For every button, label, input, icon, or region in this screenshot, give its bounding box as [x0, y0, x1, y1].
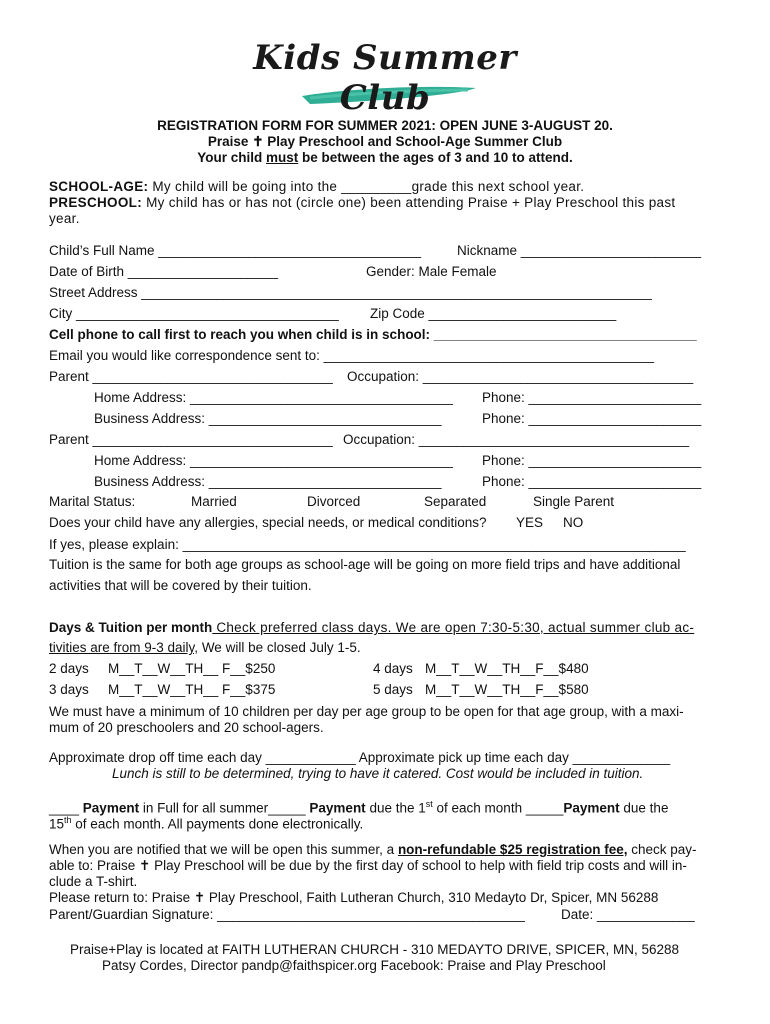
four-days-options[interactable]: M__T__W__TH__F__$480 [425, 661, 589, 676]
age-text-must: must [265, 150, 299, 165]
payment-first-label: Payment [309, 800, 366, 816]
business-address2-field[interactable]: Business Address: _______________________________ [94, 474, 442, 489]
age-text-pre: Your child [197, 150, 266, 165]
allergies-question: Does your child have any allergies, special needs, or medical conditions? [49, 515, 487, 530]
home-phone2-field[interactable]: Phone: _______________________ [482, 453, 702, 468]
tuition-note-2: activities that will be covered by their tuition. [49, 578, 312, 593]
marital-status-label: Marital Status: [49, 494, 136, 509]
notice-text-pre: When you are notified that we will be open this summer, a [49, 842, 398, 857]
minimum-note-2: mum of 20 preschoolers and 20 school-agers. [49, 720, 324, 735]
marital-option-divorced[interactable]: Divorced [307, 494, 361, 509]
business-address1-field[interactable]: Business Address: _______________________________ [94, 411, 442, 426]
footer-contact: Patsy Cordes, Director pandp@faithspicer.org Facebook: Praise and Play Preschool [102, 958, 606, 973]
days-tuition-line-2 [49, 640, 361, 656]
notice-line-1 [49, 842, 697, 858]
footer-location: Praise+Play is located at FAITH LUTHERAN CHURCH - 310 MEDAYTO DRIVE, SPICER, MN, 56288 [70, 942, 680, 957]
dropoff-pickup-field[interactable]: Approximate drop off time each day ____________ Approximate pick up time each day _____________ [49, 750, 671, 765]
logo-text: Kids Summer Club [253, 38, 517, 118]
age-requirement [0, 150, 770, 166]
days-tuition-title: Days & Tuition per month [49, 620, 213, 635]
school-age-text: My child will be going into the _________grade this next school year. [148, 179, 585, 194]
two-days-options[interactable]: M__T__W__TH__ F__$250 [108, 661, 276, 676]
superscript-th: th [64, 815, 72, 825]
notice-line-3: clude a T-shirt. [49, 874, 138, 889]
preschool-text: My child has or has not (circle one) been attending Praise + Play Preschool this past [142, 195, 676, 210]
allergies-no[interactable]: NO [563, 515, 584, 530]
five-days-options[interactable]: M__T__W__TH__F__$580 [425, 682, 589, 697]
gender-field[interactable]: Gender: Male Female [366, 264, 497, 279]
two-days-label: 2 days [49, 661, 89, 676]
days-tuition-heading [49, 620, 694, 636]
closed-dates: We will be closed July 1-5. [198, 640, 361, 655]
payment-fifteenth-text: due the [619, 800, 669, 816]
return-address: Please return to: Praise ✝ Play Preschool, Faith Lutheran Church, 310 Medayto Dr, Spicer, MN 56288 [49, 890, 659, 905]
date-field[interactable]: Date: _____________ [561, 907, 695, 922]
school-age-label: SCHOOL-AGE: [49, 179, 149, 194]
fifteen-number: 15 [49, 816, 65, 832]
full-name-field[interactable]: Child’s Full Name ___________________________________ [49, 243, 422, 258]
street-address-field[interactable]: Street Address ____________________________________________________________________ [49, 285, 652, 300]
zip-field[interactable]: Zip Code _________________________ [370, 306, 617, 321]
days-tuition-note: Check preferred class days. We are open 7:30-5:30, actual summer club ac- [212, 620, 695, 635]
form-title: REGISTRATION FORM FOR SUMMER 2021: OPEN JUNE 3-AUGUST 20. [157, 118, 613, 133]
minimum-note-1: We must have a minimum of 10 children per day per age group to be open for that age group, with a maxi- [49, 704, 684, 719]
home-address2-field[interactable]: Home Address: ___________________________________ [94, 453, 453, 468]
city-field[interactable]: City ___________________________________ [49, 306, 339, 321]
email-field[interactable]: Email you would like correspondence sent to: ____________________________________________ [49, 348, 655, 363]
three-days-label: 3 days [49, 682, 89, 697]
payment-first-post: of each month _____ [432, 800, 564, 816]
home-address1-field[interactable]: Home Address: ___________________________________ [94, 390, 453, 405]
preschool-label: PRESCHOOL: [49, 195, 143, 210]
explain-field[interactable]: If yes, please explain: ___________________________________________________________________ [49, 537, 686, 552]
age-text-post: be between the ages of 3 and 10 to attend. [298, 150, 573, 165]
marital-option-married[interactable]: Married [191, 494, 237, 509]
payment-full-text: in Full for all summer_____ [139, 800, 310, 816]
tuition-note-1: Tuition is the same for both age groups as school-age will be going on more field trips and have additional [49, 557, 681, 572]
notice-line-2: able to: Praise ✝ Play Preschool will be due by the first day of school to help with field trip costs and will in- [49, 858, 687, 873]
business-phone2-field[interactable]: Phone: _______________________ [482, 474, 702, 489]
preschool-line-2: year. [49, 211, 80, 226]
school-age-line [49, 179, 584, 195]
four-days-label: 4 days [373, 661, 413, 676]
occupation2-field[interactable]: Occupation: ____________________________________ [343, 432, 690, 447]
registration-fee: non-refundable $25 registration fee, [397, 842, 628, 857]
activities-hours: tivities are from 9-3 daily, [49, 640, 199, 655]
notice-text-post: check pay- [627, 842, 697, 857]
occupation1-field[interactable]: Occupation: ____________________________________ [347, 369, 694, 384]
home-phone1-field[interactable]: Phone: _______________________ [482, 390, 702, 405]
signature-field[interactable]: Parent/Guardian Signature: _________________________________________ [49, 907, 525, 922]
superscript-st: st [425, 799, 433, 809]
nickname-field[interactable]: Nickname ________________________ [457, 243, 701, 258]
parent1-field[interactable]: Parent ________________________________ [49, 369, 333, 384]
payment-first-text: due the 1 [365, 800, 426, 816]
preschool-line [49, 195, 675, 211]
five-days-label: 5 days [373, 682, 413, 697]
payment-fifteenth-label: Payment [563, 800, 620, 816]
marital-option-separated[interactable]: Separated [424, 494, 487, 509]
kids-summer-club-logo [240, 38, 530, 118]
marital-option-single-parent[interactable]: Single Parent [533, 494, 615, 509]
payment-full-label: Payment [82, 800, 140, 816]
lunch-note: Lunch is still to be determined, trying to have it catered. Cost would be included in tuition. [112, 766, 644, 781]
form-subtitle: Praise ✝ Play Preschool and School-Age Summer Club [207, 134, 563, 149]
dob-field[interactable]: Date of Birth ____________________ [49, 264, 278, 279]
payment-electronic-note: of each month. All payments done electronically. [71, 816, 364, 832]
three-days-options[interactable]: M__T__W__TH__ F__$375 [108, 682, 276, 697]
cell-phone-field[interactable]: Cell phone to call first to reach you when child is in school: ___________________________________ [49, 327, 697, 342]
allergies-yes[interactable]: YES [516, 515, 544, 530]
business-phone1-field[interactable]: Phone: _______________________ [482, 411, 702, 426]
parent2-field[interactable]: Parent ________________________________ [49, 432, 333, 447]
payment-line-2 [49, 812, 363, 833]
payment-full-blank[interactable]: ____ [49, 800, 83, 816]
